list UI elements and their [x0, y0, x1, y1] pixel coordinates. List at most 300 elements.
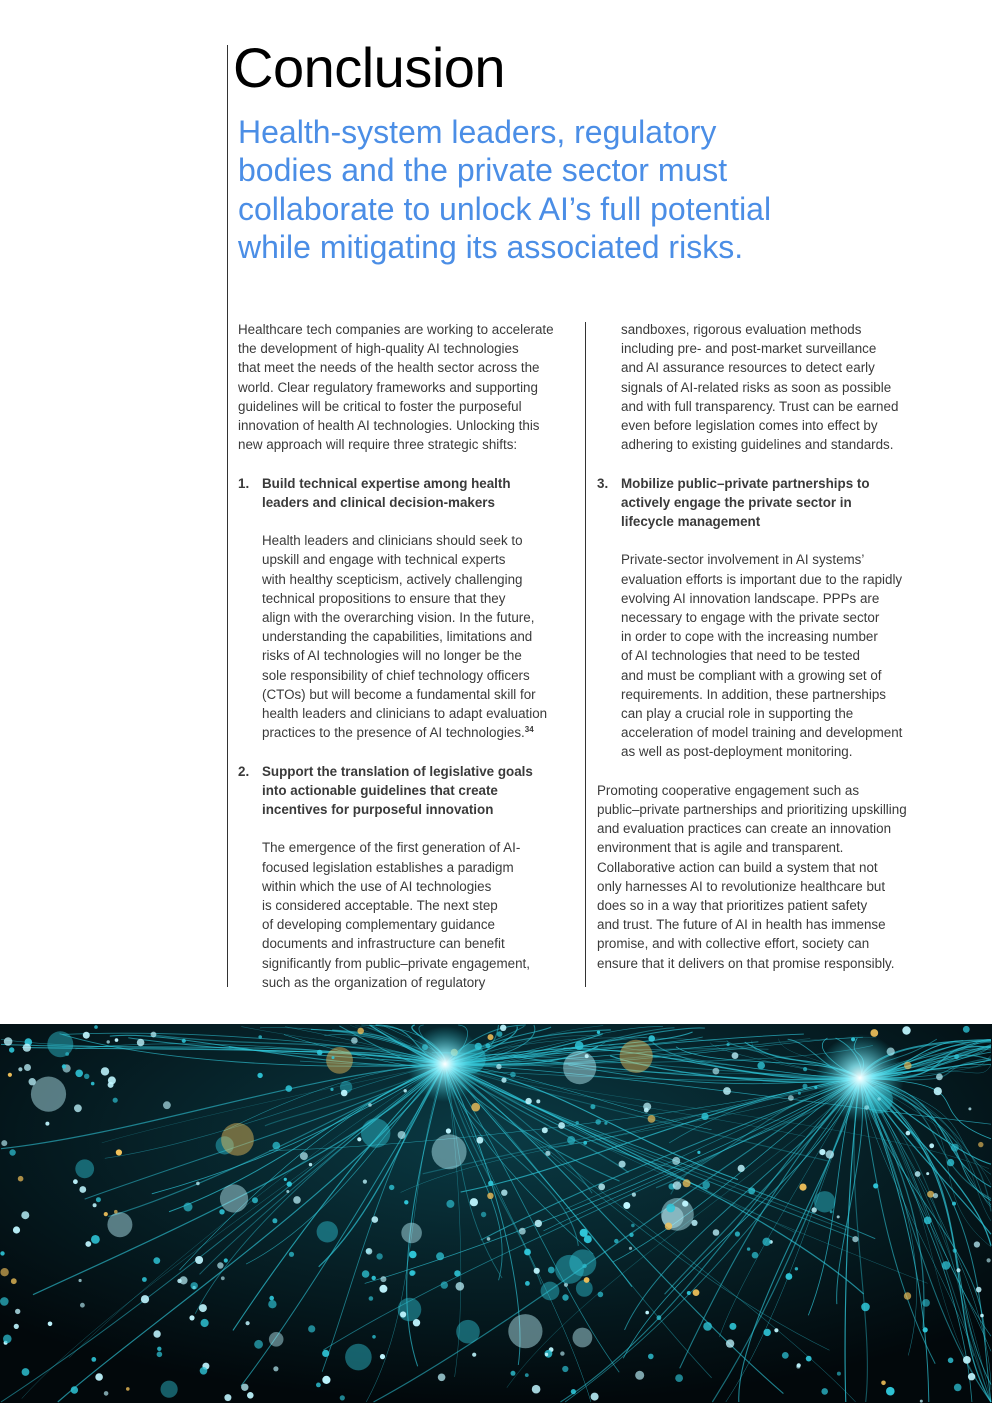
light-particle	[96, 1197, 101, 1202]
text-line	[621, 339, 942, 358]
light-particle	[300, 1152, 308, 1160]
text-line-content: leaders and clinical decision-makers	[262, 494, 495, 510]
text-line	[262, 934, 583, 953]
light-particle	[272, 1142, 280, 1150]
light-particle	[645, 1311, 649, 1315]
light-particle	[648, 1035, 655, 1042]
text-line-content: adhering to existing guidelines and standards.	[621, 437, 894, 453]
text-line	[262, 646, 583, 665]
text-line	[621, 416, 942, 435]
light-particle	[702, 1181, 710, 1189]
light-particle	[936, 1074, 943, 1081]
light-particle	[104, 1391, 109, 1396]
light-particle	[693, 1289, 700, 1296]
item-heading	[262, 762, 583, 820]
text-line-content: requirements. In addition, these partnerships	[621, 686, 886, 702]
light-particle	[286, 1190, 289, 1193]
light-particle	[0, 1251, 4, 1255]
light-particle	[620, 1040, 653, 1073]
light-particle	[409, 1251, 417, 1259]
light-particle	[536, 1099, 540, 1103]
light-particle	[535, 1220, 542, 1227]
light-particle	[788, 1095, 794, 1101]
text-line	[262, 550, 583, 569]
text-line	[621, 550, 942, 569]
light-particle	[400, 1311, 406, 1317]
light-particle	[15, 1309, 20, 1314]
text-line	[262, 493, 583, 512]
light-particle	[548, 1267, 555, 1274]
light-particle	[796, 1365, 800, 1369]
light-particle	[963, 1356, 971, 1364]
text-line	[262, 531, 583, 550]
text-line-content: actively engage the private sector in	[621, 494, 852, 510]
light-particle	[774, 1328, 778, 1332]
light-particle	[906, 1131, 911, 1136]
light-particle	[929, 1143, 934, 1148]
light-particle	[956, 1268, 960, 1272]
light-particle	[837, 1215, 840, 1218]
light-particle	[886, 1387, 895, 1396]
text-line-content: innovation of health AI technologies. Unlocking this	[238, 418, 540, 434]
light-particle	[322, 1376, 330, 1384]
light-particle	[404, 1089, 407, 1092]
text-line	[597, 858, 942, 877]
subtitle-line: bodies and the private sector must	[238, 152, 728, 189]
light-particle	[332, 1056, 335, 1059]
light-particle	[247, 1392, 254, 1399]
text-line	[597, 915, 942, 934]
text-line-content: and AI assurance resources to detect early	[621, 360, 875, 376]
light-particle	[369, 1296, 374, 1301]
light-particle	[881, 1381, 886, 1386]
light-particle	[217, 1262, 223, 1268]
text-line-content: only harnesses AI to revolutionize healthcare but	[597, 878, 886, 894]
light-particle	[576, 1280, 593, 1297]
text-line	[262, 858, 583, 877]
light-particle	[157, 1352, 163, 1358]
light-particle	[632, 1193, 636, 1197]
light-particle	[401, 1223, 422, 1244]
intro-paragraph	[238, 320, 583, 454]
light-particle	[398, 1131, 406, 1139]
light-particle	[923, 1327, 928, 1332]
light-particle	[541, 1282, 560, 1301]
light-particle	[368, 1103, 372, 1107]
light-particle	[284, 1178, 287, 1181]
text-line	[262, 973, 583, 992]
item-body	[262, 838, 583, 992]
light-particle	[597, 1031, 600, 1034]
light-particle	[93, 1203, 97, 1207]
light-particle	[436, 1252, 444, 1260]
light-particle	[286, 1085, 293, 1092]
light-particle	[562, 1294, 568, 1300]
light-particle	[472, 1353, 476, 1357]
light-particle	[189, 1315, 194, 1320]
light-particle	[195, 1256, 203, 1264]
light-particle	[947, 1159, 954, 1166]
light-particle	[954, 1384, 962, 1392]
column-right	[597, 320, 942, 973]
text-line-content: signals of AI-related risks as soon as possible	[621, 379, 892, 395]
text-line	[621, 608, 942, 627]
light-particle	[4, 1037, 13, 1046]
text-line	[621, 704, 942, 723]
light-particle	[614, 1239, 618, 1243]
light-particle	[438, 1374, 446, 1382]
light-particle	[738, 1165, 745, 1172]
text-line	[262, 685, 583, 704]
light-particle	[363, 1180, 367, 1184]
text-line-content: and trust. The future of AI in health has immense	[597, 917, 886, 933]
light-particle	[254, 1340, 263, 1349]
light-particle	[948, 1358, 954, 1364]
light-particle	[269, 1296, 274, 1301]
glowing-network-illustration	[0, 1024, 992, 1403]
light-particle	[471, 1103, 480, 1112]
text-line-content: Support the translation of legislative goals	[262, 763, 533, 779]
text-line-content: significantly from public–private engagement,	[262, 955, 530, 971]
item-body-continued	[597, 320, 942, 454]
light-particle	[752, 1252, 759, 1259]
light-particle	[362, 1270, 370, 1278]
light-particle	[735, 1231, 740, 1236]
light-particle	[623, 1202, 630, 1209]
light-particle	[803, 1084, 808, 1089]
light-particle	[987, 1258, 991, 1262]
light-particle	[441, 1281, 448, 1288]
text-line-content: understanding the capabilities, limitations and	[262, 629, 533, 645]
light-particle	[798, 1092, 801, 1095]
light-particle	[221, 1276, 225, 1280]
text-line	[621, 474, 942, 493]
light-particle	[142, 1277, 147, 1282]
light-particle	[629, 1233, 633, 1237]
light-particle	[409, 1270, 415, 1276]
light-particle	[648, 1354, 654, 1360]
light-hub	[407, 1026, 483, 1102]
subtitle-line: collaborate to unlock AI’s full potential	[238, 190, 772, 227]
light-particle	[184, 1203, 193, 1212]
light-particle	[920, 1400, 923, 1403]
light-particle	[199, 1304, 207, 1312]
text-line	[597, 954, 942, 973]
text-line-content: can play a crucial role in supporting the	[621, 706, 854, 722]
text-line	[238, 397, 583, 416]
light-particle	[62, 1064, 66, 1068]
light-particle	[113, 1098, 118, 1103]
light-particle	[644, 1108, 649, 1113]
light-particle	[446, 1128, 451, 1133]
light-particle	[585, 1054, 589, 1058]
light-particle	[201, 1319, 209, 1327]
network-fiber-image	[0, 1024, 992, 1403]
text-line-content: evolving AI innovation landscape. PPPs are	[621, 590, 880, 606]
light-particle	[326, 1047, 353, 1074]
shift-item-2	[238, 762, 583, 992]
light-particle	[837, 1372, 841, 1376]
text-line	[621, 627, 942, 646]
text-line	[597, 934, 942, 953]
light-particle	[873, 1183, 878, 1188]
light-particle	[575, 1041, 584, 1050]
light-particle	[786, 1273, 793, 1280]
light-particle	[31, 1077, 66, 1112]
light-particle	[0, 1297, 9, 1306]
text-line-content: Private-sector involvement in AI systems’	[621, 552, 865, 568]
text-line-content: public–private partnerships and prioritizing upskilling	[597, 802, 907, 818]
light-particle	[666, 1204, 675, 1213]
text-line	[621, 666, 942, 685]
light-particle	[257, 1073, 262, 1078]
light-particle	[861, 1303, 870, 1312]
light-particle	[723, 1087, 731, 1095]
text-line	[621, 378, 942, 397]
text-line	[262, 666, 583, 685]
light-particle	[591, 1393, 599, 1401]
light-particle	[404, 1200, 408, 1204]
light-particle	[488, 1181, 493, 1186]
light-particle	[252, 1197, 258, 1203]
text-line-content: even before legislation comes into effect by	[621, 418, 878, 434]
text-line-content: is considered acceptable. The next step	[262, 898, 498, 914]
light-particle	[500, 1025, 506, 1031]
light-particle	[519, 1228, 526, 1235]
light-particle	[221, 1123, 254, 1156]
text-line-content: health leaders and clinicians to adapt evaluation	[262, 706, 548, 722]
light-particle	[713, 1229, 720, 1236]
shift-item-3	[597, 474, 942, 762]
text-line	[262, 608, 583, 627]
text-line-content: promise, and with collective effort, society can	[597, 936, 870, 952]
text-line	[621, 493, 942, 512]
text-line	[621, 358, 942, 377]
light-particle	[545, 1353, 548, 1356]
light-particle	[108, 1076, 116, 1084]
light-particle	[924, 1217, 932, 1225]
light-particle	[94, 1025, 98, 1029]
text-line-content: practices to the presence of AI technologies.	[262, 725, 525, 741]
light-particle	[22, 1368, 30, 1376]
light-particle	[604, 1122, 607, 1125]
light-particle	[114, 1210, 118, 1214]
item-number: 3.	[597, 475, 609, 491]
text-line-content: acceleration of model training and development	[621, 725, 903, 741]
text-line-content: technical propositions to ensure that they	[262, 590, 506, 606]
light-particle	[163, 1101, 171, 1109]
text-line	[621, 723, 942, 742]
light-particle	[927, 1191, 934, 1198]
light-particle	[902, 1026, 910, 1034]
light-particle	[293, 1196, 301, 1204]
light-particle	[45, 1122, 49, 1126]
text-line	[238, 416, 583, 435]
light-particle	[456, 1282, 465, 1291]
text-line	[238, 358, 583, 377]
light-particle	[372, 1335, 376, 1339]
text-line	[597, 800, 942, 819]
light-particle	[157, 1347, 161, 1351]
light-particle	[91, 1082, 95, 1086]
text-line-content: Healthcare tech companies are working to accelerate	[238, 322, 554, 337]
item-body	[621, 550, 942, 761]
light-particle	[974, 1241, 980, 1247]
light-particle	[590, 1104, 595, 1109]
light-particle	[308, 1325, 315, 1332]
light-particle	[635, 1371, 644, 1380]
text-line	[262, 838, 583, 857]
light-particle	[153, 1257, 160, 1264]
light-particle	[79, 1279, 82, 1282]
light-particle	[366, 1248, 373, 1255]
text-line-content: including pre- and post-market surveillance	[621, 341, 877, 357]
text-line-content: with healthy scepticism, actively challenging	[262, 571, 523, 587]
text-line-content: Mobilize public–private partnerships to	[621, 475, 870, 491]
light-particle	[782, 1352, 789, 1359]
light-particle	[330, 1088, 333, 1091]
light-particle	[567, 1136, 575, 1144]
light-particle	[432, 1134, 467, 1169]
light-particle	[560, 1351, 564, 1355]
light-particle	[803, 1067, 807, 1071]
text-line	[262, 915, 583, 934]
light-particle	[511, 1371, 516, 1376]
light-particle	[269, 1332, 284, 1347]
light-particle	[501, 1190, 507, 1196]
text-line-content: of developing complementary guidance	[262, 917, 495, 933]
text-line-content: The emergence of the first generation of AI-	[262, 840, 521, 856]
text-line-content: upskill and engage with technical experts	[262, 552, 506, 568]
light-particle	[488, 1034, 494, 1040]
light-particle	[558, 1122, 565, 1129]
text-line	[238, 435, 583, 454]
light-particle	[241, 1384, 248, 1391]
light-particle	[372, 1216, 379, 1223]
light-particle	[525, 1373, 529, 1377]
light-particle	[340, 1395, 345, 1400]
text-line	[621, 512, 942, 531]
item-number: 1.	[238, 475, 250, 491]
light-particle	[821, 1388, 828, 1395]
light-particle	[398, 1298, 422, 1322]
light-particle	[497, 1031, 503, 1037]
light-particle	[141, 1295, 149, 1303]
light-particle	[806, 1356, 812, 1362]
light-particle	[345, 1344, 372, 1371]
text-line	[621, 646, 942, 665]
light-particle	[629, 1247, 632, 1250]
light-particle	[563, 1051, 596, 1084]
light-particle	[619, 1161, 626, 1168]
light-particle	[584, 1277, 590, 1283]
light-particle	[13, 1226, 20, 1233]
light-particle	[80, 1303, 85, 1308]
light-particle	[361, 1118, 390, 1147]
text-line	[262, 723, 583, 742]
light-particle	[11, 1278, 17, 1284]
light-particle	[524, 1249, 531, 1256]
light-particle	[942, 1261, 951, 1270]
text-line-content: the development of high-quality AI technologies	[238, 341, 519, 357]
light-particle	[978, 1142, 983, 1147]
light-particle	[84, 1074, 89, 1079]
text-line	[238, 339, 583, 358]
light-particle	[665, 1223, 672, 1230]
light-particle	[219, 1209, 224, 1214]
light-particle	[762, 1238, 770, 1246]
light-particle	[470, 1198, 478, 1206]
light-particle	[697, 1151, 700, 1154]
light-particle	[508, 1314, 542, 1348]
light-particle	[191, 1282, 198, 1289]
light-particle	[795, 1267, 798, 1270]
light-particle	[545, 1151, 550, 1156]
light-particle	[220, 1184, 248, 1212]
text-line-content: Health leaders and clinicians should seek to	[262, 533, 523, 549]
text-line-content: Build technical expertise among health	[262, 475, 511, 491]
light-particle	[542, 1127, 548, 1133]
light-particle	[18, 1067, 22, 1071]
text-line-content: new approach will require three strategic shifts:	[238, 437, 518, 453]
light-particle	[151, 1032, 157, 1038]
light-particle	[525, 1098, 531, 1104]
light-particle	[137, 1039, 145, 1047]
light-particle	[317, 1050, 323, 1056]
light-particle	[691, 1220, 697, 1226]
text-line	[621, 435, 942, 454]
light-particle	[309, 1163, 312, 1166]
light-particle	[1, 1140, 7, 1146]
light-particle	[341, 1090, 348, 1097]
light-particle	[799, 1184, 806, 1191]
closing-paragraph	[597, 781, 942, 973]
text-line	[621, 685, 942, 704]
text-line-content: sandboxes, rigorous evaluation methods	[621, 322, 862, 337]
text-line-content: and with full transparency. Trust can be earned	[621, 398, 899, 414]
text-line-content: documents and infrastructure can benefit	[262, 936, 505, 952]
text-line-content: into actionable guidelines that create	[262, 782, 498, 798]
text-line-content: within which the use of AI technologies	[262, 878, 492, 894]
text-line-content: risks of AI technologies will no longer be the	[262, 648, 522, 664]
light-particle	[75, 1159, 94, 1178]
light-particle	[747, 1247, 750, 1250]
light-particle	[91, 1235, 100, 1244]
light-particle	[631, 1224, 635, 1228]
text-line-content: world. Clear regulatory frameworks and supporting	[238, 379, 538, 395]
text-line	[238, 378, 583, 397]
light-particle	[454, 1270, 460, 1276]
text-line	[621, 320, 942, 339]
light-particle	[672, 1157, 680, 1165]
light-particle	[71, 1386, 78, 1393]
light-particle	[571, 1389, 576, 1394]
text-line-content: environment that is agile and transparent.	[597, 840, 844, 856]
text-line-content: that meet the needs of the health sector across the	[238, 360, 540, 376]
light-hub	[816, 1034, 904, 1122]
light-particle	[687, 1291, 691, 1295]
page-title: Conclusion	[233, 36, 506, 99]
light-particle	[0, 1268, 8, 1276]
light-particle	[576, 1121, 579, 1124]
text-line	[621, 742, 942, 761]
light-particle	[726, 1339, 734, 1347]
text-line	[262, 570, 583, 589]
light-particle	[316, 1383, 321, 1388]
light-particle	[376, 1253, 382, 1259]
light-particle	[819, 1149, 825, 1155]
light-particle	[287, 1181, 292, 1186]
